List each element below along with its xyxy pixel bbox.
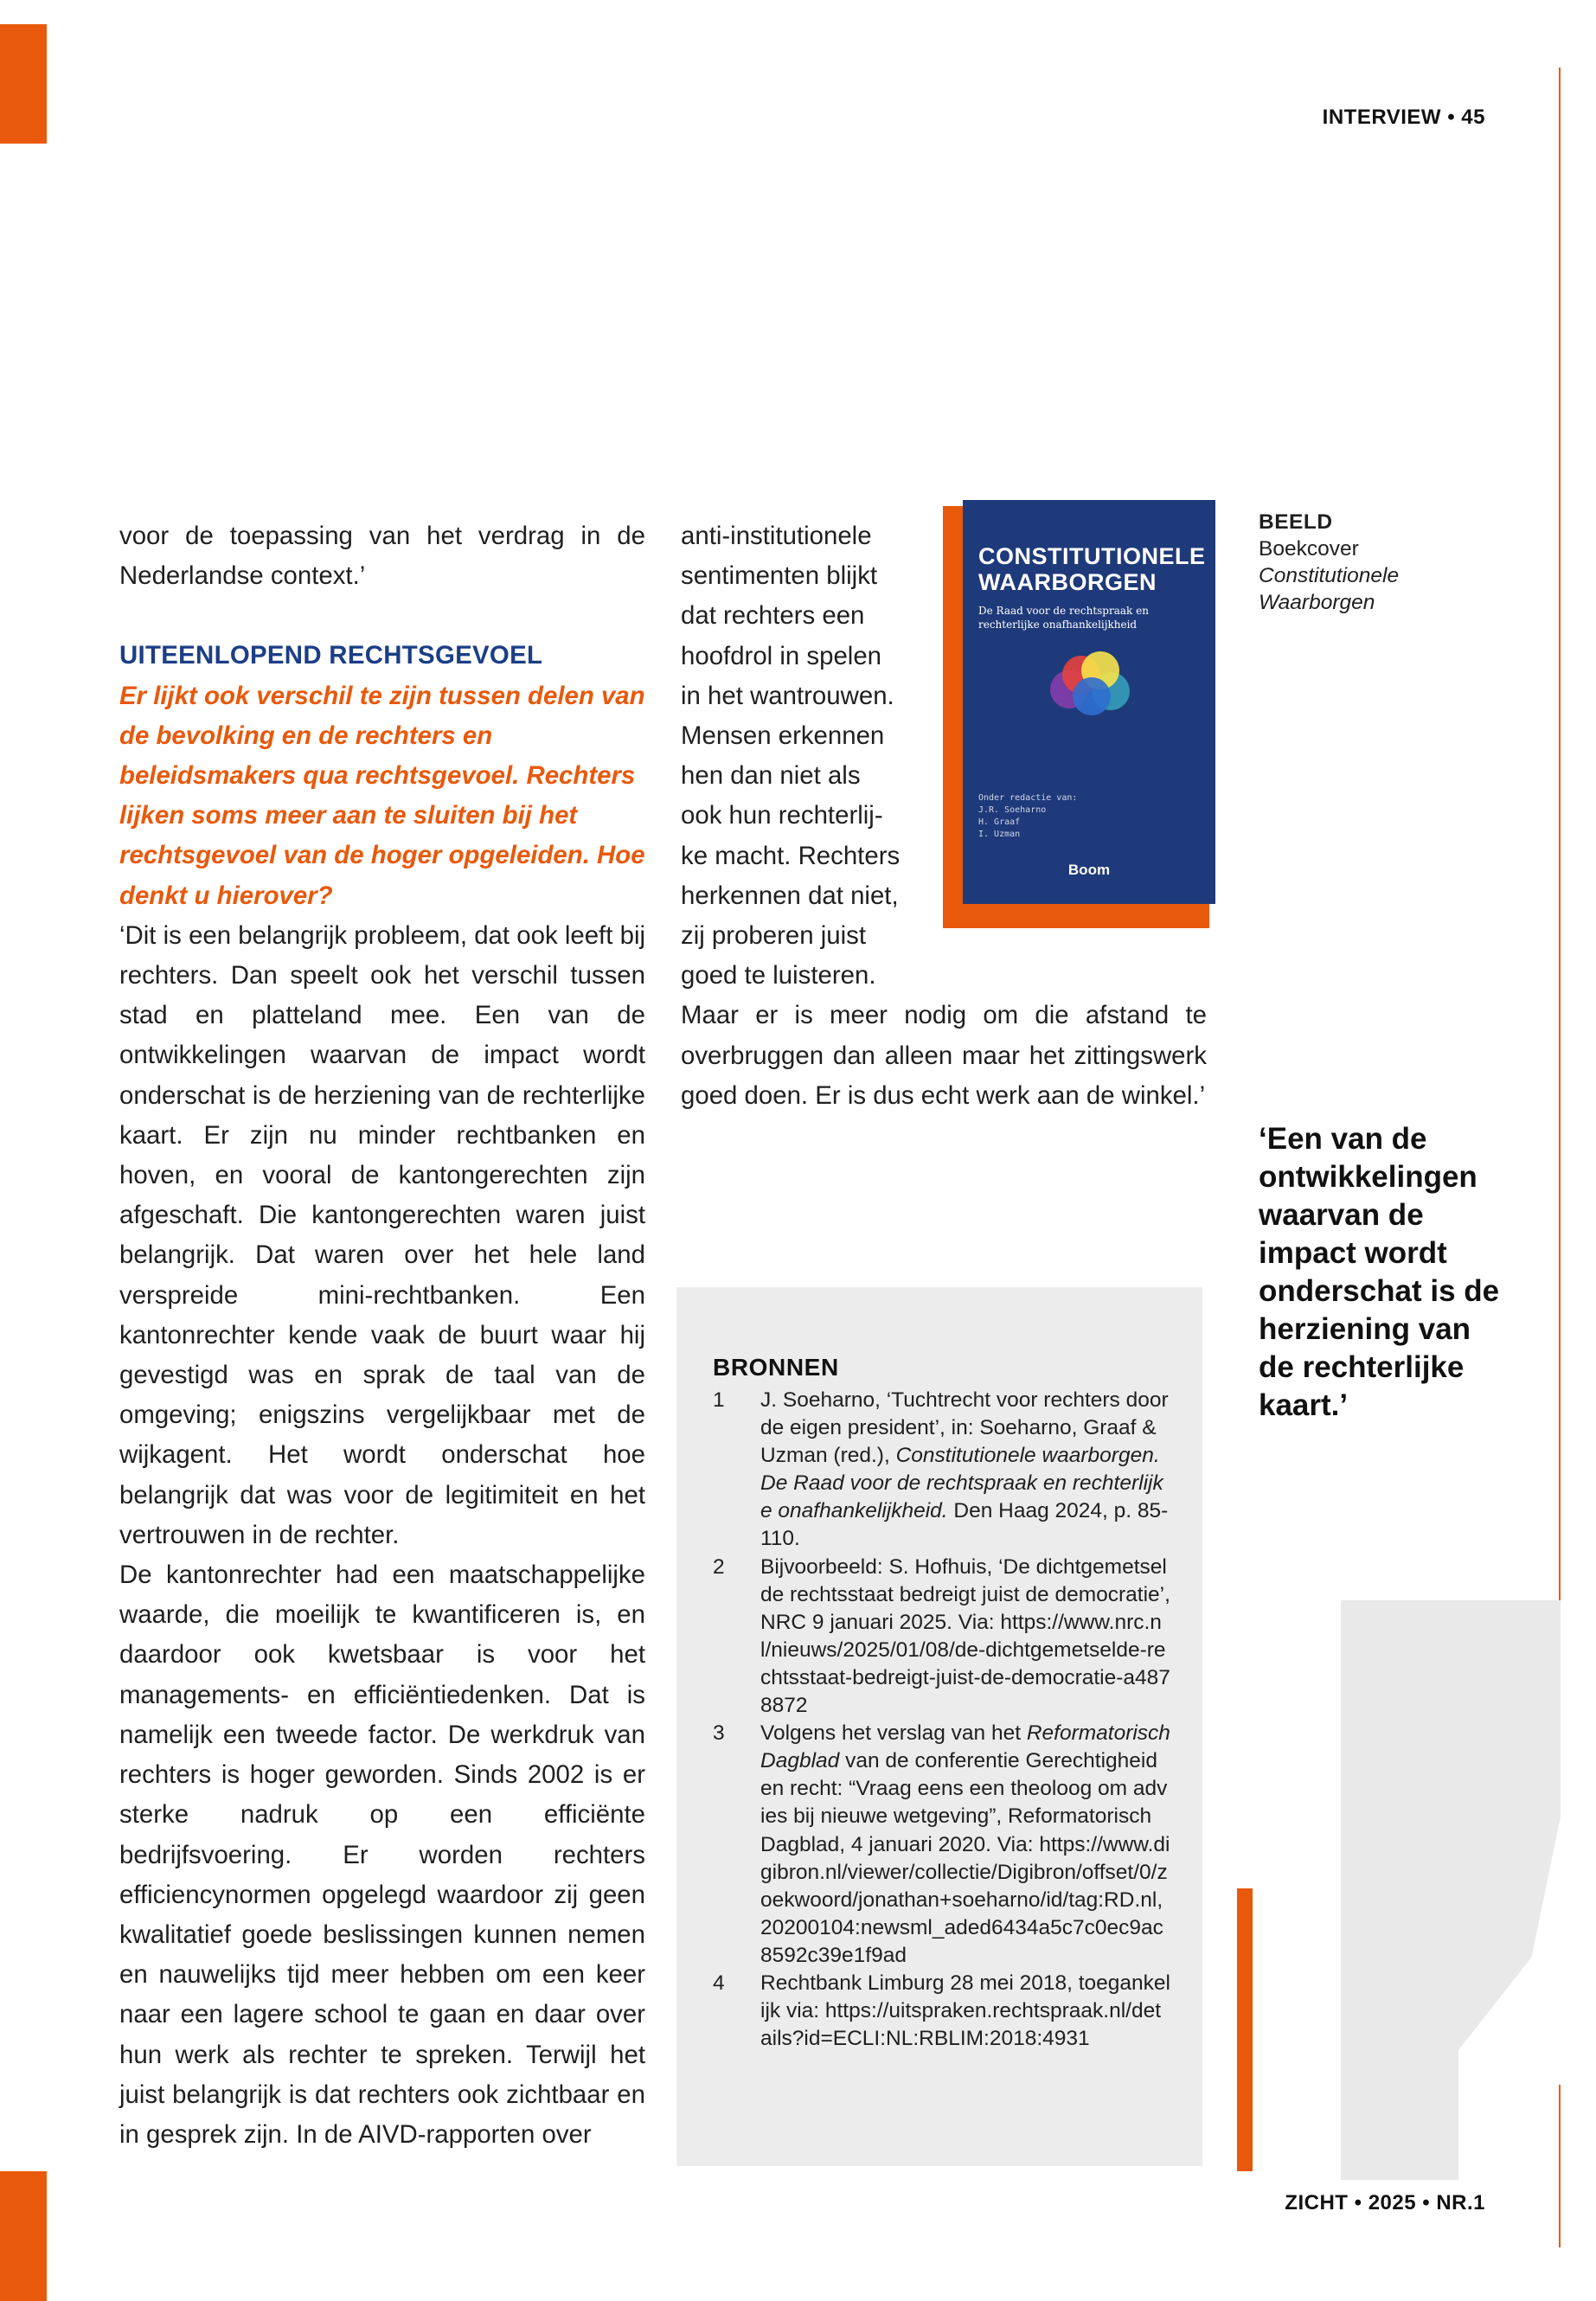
source-item: 4 Rechtbank Limburg 28 mei 2018, toegankelijk via: https://uitspraken.rechtspraak.nl/details?id=ECLI:NL:RBLIM:2018:4931 [713, 1971, 1170, 2051]
subheading: UITEENLOPEND RECHTSGEVOEL [119, 641, 543, 670]
cover-publisher-logo: Boom [1067, 862, 1111, 878]
text-line: hoofdrol in spelen [681, 641, 882, 670]
source-item: 1 J. Soeharno, ‘Tuchtrecht voor rechters door de eigen president’, in: Soeharno, Graaf & Uzman (red.), Constitutionele waarborgen. De Raad voor de rechtspraak en rechterlijke onafhankelijkheid. Den Haag 2024, p. 85-110. [713, 1388, 1169, 1551]
narrow-text-beside-cover [681, 516, 914, 996]
text-line: hen dan niet als [681, 761, 861, 791]
caption-line: Constitutionele [1259, 564, 1400, 587]
article-column-1 [119, 516, 645, 2155]
text-line: sentimenten blijkt [681, 561, 878, 591]
decorative-z-shape [1246, 1592, 1561, 2189]
orange-edge-tab-bottom [0, 2171, 47, 2301]
text-line: herkennen dat niet, [681, 881, 899, 910]
section-header: INTERVIEW • 45 [1322, 106, 1485, 129]
decorative-orange-bar [1237, 1888, 1253, 2171]
text-line: in het wantrouwen. [681, 681, 894, 710]
book-cover-image [963, 500, 1215, 904]
opening-paragraph: voor de toepassing van het verdrag in de Nederlandse context.’ [119, 522, 645, 591]
cover-circles-graphic [1045, 651, 1131, 729]
text-line: Mensen erkennen [681, 721, 885, 751]
cover-editors: Onder redactie van: J.R. Soeharno H. Graaf I. Uzman [978, 793, 1078, 839]
caption-line: Boekcover [1259, 537, 1359, 561]
interview-question: Er lijkt ook verschil te zijn tussen delen van de bevolking en de rechters en beleidsmakers qua rechtsgevoel. Rechters lijken soms meer aan te sluiten bij het rechtsgevoel van de hoger opgeleiden. Hoe denkt u hierover? [119, 681, 645, 910]
text-line: anti-institutionele [681, 522, 872, 550]
pull-quote: ‘Een van de ontwikkelingen waarvan de impact wordt onderschat is de herziening van de rechterlijke kaart.’ [1259, 1122, 1500, 1422]
answer-paragraph-1: ‘Dit is een belangrijk probleem, dat ook leeft bij rechters. Dan speelt ook het verschil tussen stad en platteland mee. Een van de ontwikkelingen waarvan de impact wordt onderschat is de herziening van de rechterlijke kaart. Er zijn nu minder rechtbanken en hoven, en vooral de kantongerechten zijn afgeschaft. Die kantongerechten waren juist belangrijk. Dat waren over het hele land verspreide mini-rechtbanken. Een kantonrechter kende vaak de buurt waar hij gevestigd was en sprak de taal van de omgeving; enigszins vergelijkbaar met de wijkagent. Het wordt onderschat hoe belangrijk dat was voor de legitimiteit en het vertrouwen in de rechter. [119, 920, 645, 1549]
caption-line: Waarborgen [1259, 591, 1375, 614]
sources-heading: BRONNEN [713, 1354, 839, 1381]
image-caption [1259, 509, 1432, 616]
text-line: ook hun rechterlij- [681, 801, 883, 830]
caption-label: BEELD [1259, 510, 1333, 534]
text-line: goed te luisteren. [681, 961, 876, 990]
footer-magazine-label: ZICHT • 2025 • NR.1 [1285, 2191, 1485, 2214]
text-line: ke macht. Rechters [681, 841, 901, 870]
orange-edge-tab-top [0, 24, 47, 144]
cover-title: CONSTITUTIONELE WAARBORGEN [978, 543, 1206, 595]
closing-paragraph: Maar er is meer nodig om die afstand te overbruggen dan alleen maar het zittingswerk goed doen. Er is dus echt werk aan de winkel.’ [681, 1001, 1207, 1110]
source-item: 2 Bijvoorbeeld: S. Hofhuis, ‘De dichtgemetselde rechtsstaat bedreigt juist de democratie’, NRC 9 januari 2025. Via: https://www.nrc.nl/nieuws/2025/01/08/de-dichtgemetselde-rechtsstaat-bedreigt-juist-de-democratie-a4878872 [713, 1554, 1170, 1718]
source-item: 3 Volgens het verslag van het Reformatorisch Dagblad van de conferentie Gerechtigheid en recht: “Vraag eens een theoloog om advies bij nieuwe wetgeving”, Reformatorisch Dagblad, 4 januari 2020. Via: https://www.digibron.nl/viewer/collectie/Digibron/offset/0/zoekwoord/jonathan+soeharno/id/tag:RD.nl,20200104:newsml_aded6434a5c7c0ec9ac8592c39e1f9ad [713, 1721, 1170, 1967]
cover-subtitle: De Raad voor de rechtspraak en rechterlijke onafhankelijkheid [978, 605, 1149, 631]
text-line: dat rechters een [681, 601, 865, 631]
sources-box [676, 1287, 1202, 2166]
text-line: zij proberen juist [681, 921, 867, 951]
answer-paragraph-2: De kantonrechter had een maatschappelijke waarde, die moeilijk te kwantificeren is, en daardoor ook kwetsbaar is voor het managements- en efficiëntiedenken. Dat is namelijk een tweede factor. De werkdruk van rechters is hoger geworden. Sinds 2002 is er sterke nadruk op een efficiënte bedrijfsvoering. Er worden rechters efficiencynormen opgelegd waardoor zij geen kwalitatief goede beslissingen kunnen nemen en nauwelijks tijd meer hebben om een keer naar een lagere school te gaan en daar over hun werk als rechter te spreken. Terwijl het juist belangrijk is dat rechters ook zichtbaar en in gesprek zijn. In de AIVD-rapporten over [119, 1561, 645, 2149]
